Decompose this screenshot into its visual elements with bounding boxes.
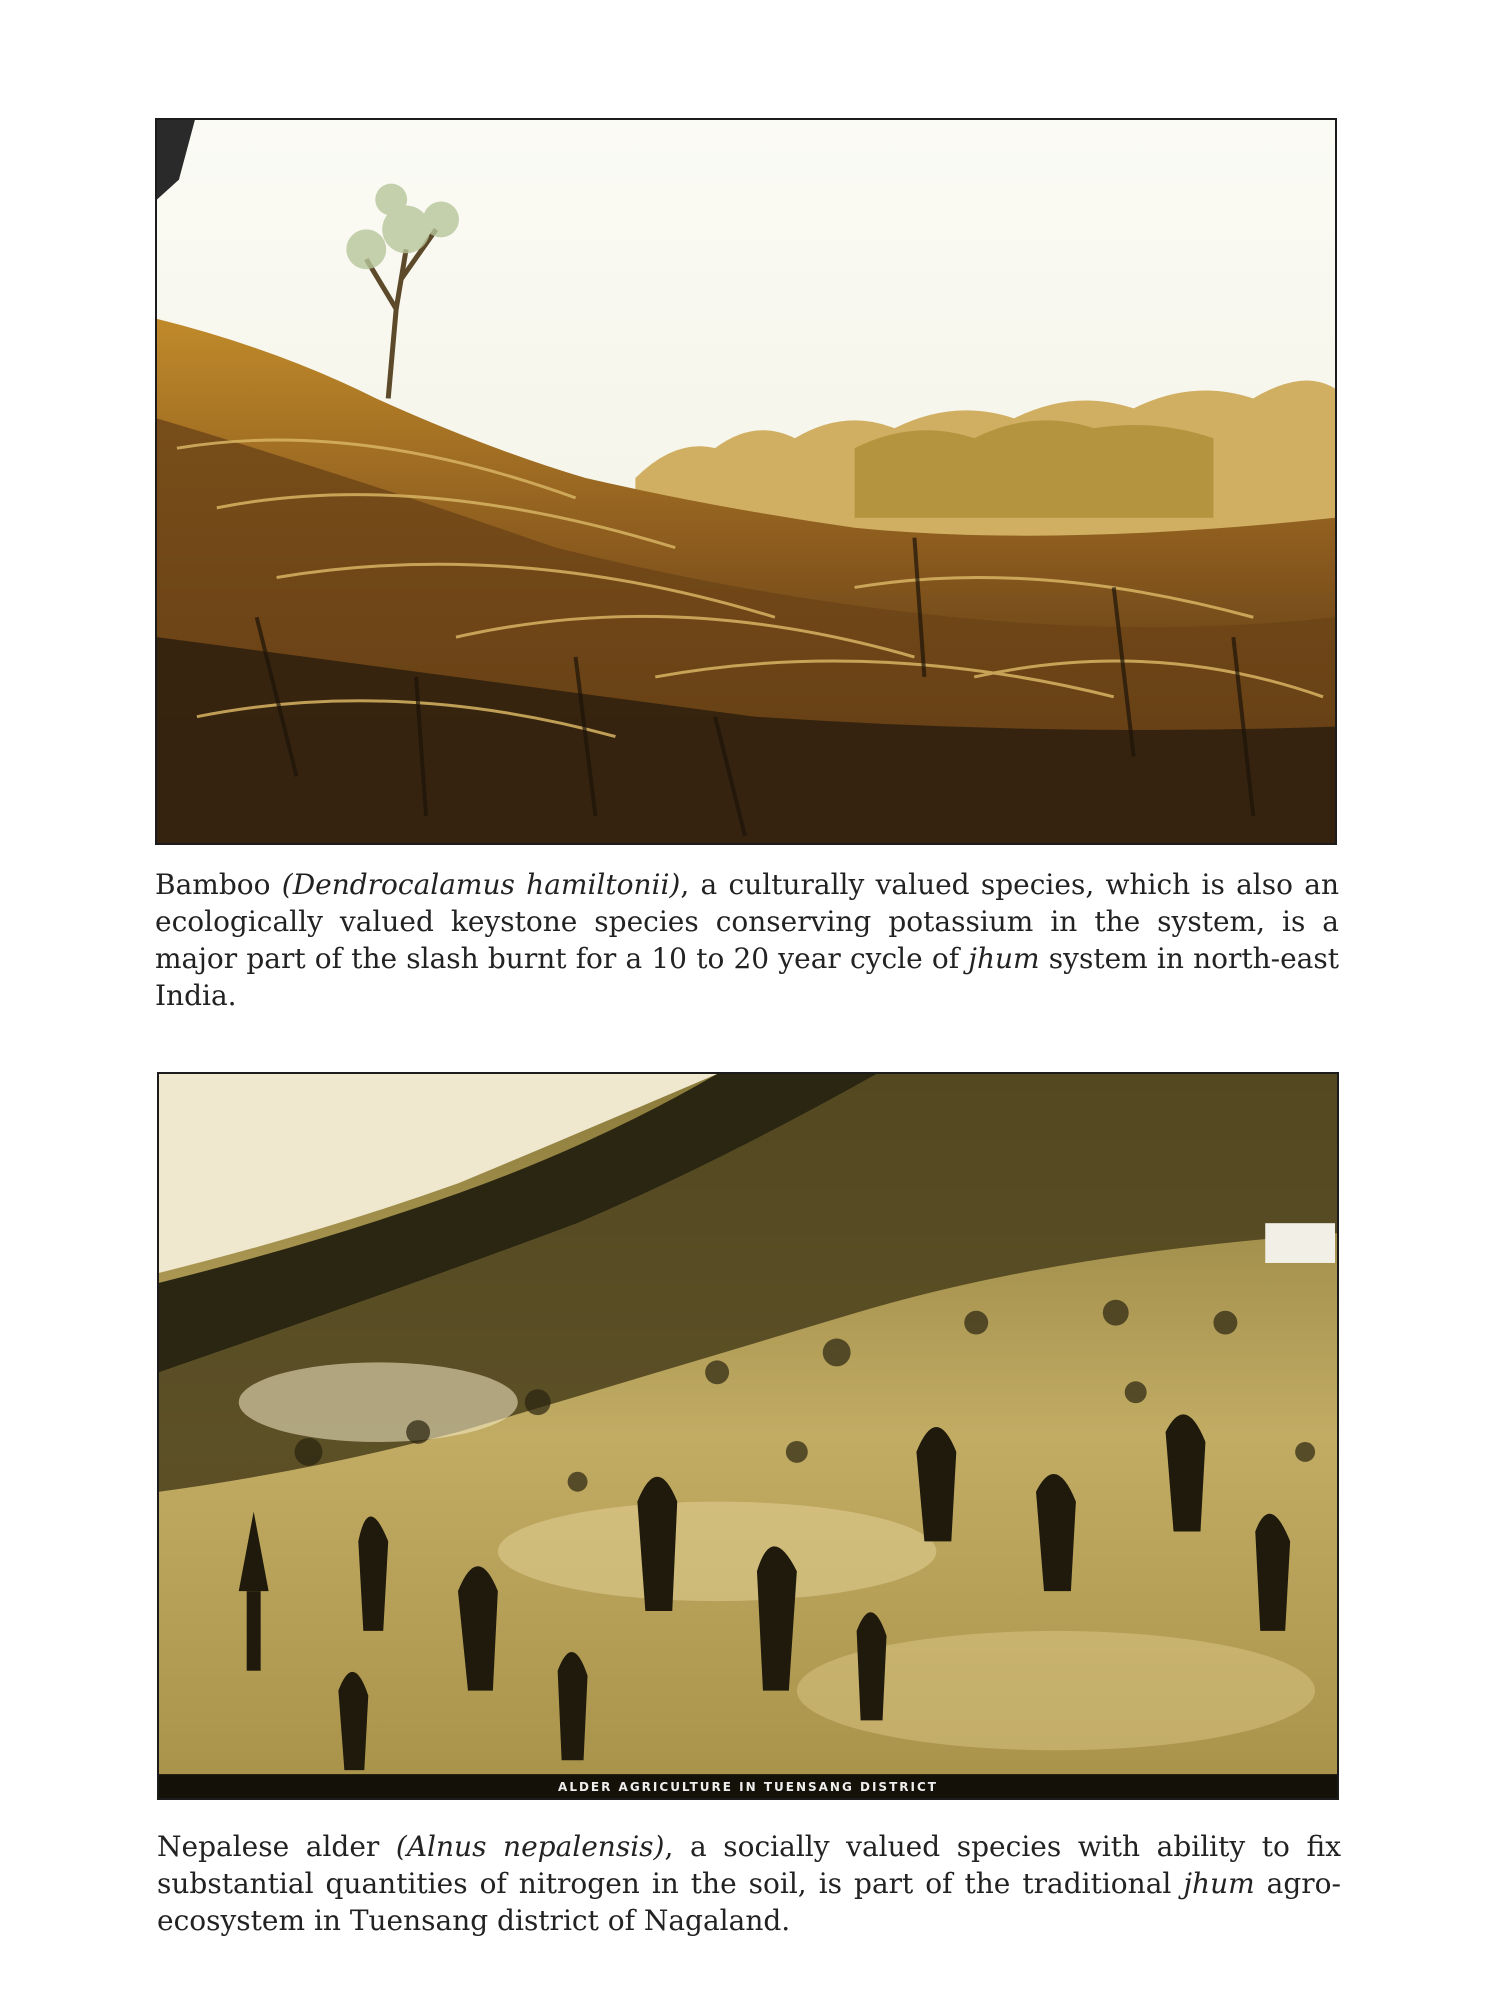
caption-text: Bamboo bbox=[155, 868, 282, 901]
jhum-term: jhum bbox=[1183, 1867, 1255, 1900]
alder-photo-caption bbox=[157, 1828, 1341, 1939]
caption-text: system in north-east India. bbox=[155, 942, 1339, 1012]
jhum-term: jhum bbox=[968, 942, 1040, 975]
bamboo-photo-caption bbox=[155, 866, 1339, 1014]
caption-text: Nepalese alder bbox=[157, 1830, 396, 1863]
caption-text: , a socially valued species with ability to fix substantial quantities of nitrogen in the soil, is part of the traditional bbox=[157, 1830, 1341, 1900]
caption-text: agro-ecosystem in Tuensang district of Nagaland. bbox=[157, 1867, 1341, 1937]
photo-label: ALDER AGRICULTURE IN TUENSANG DISTRICT bbox=[558, 1780, 938, 1794]
caption-text: , a culturally valued species, which is also an ecologically valued keystone species conserving potassium in the system, is a major part of the slash burnt for a 10 to 20 year cycle of bbox=[155, 868, 1340, 975]
species-name: (Dendrocalamus hamiltonii) bbox=[281, 868, 681, 901]
bamboo-slash-photo bbox=[155, 118, 1337, 845]
alder-field-photo bbox=[157, 1072, 1339, 1800]
species-name: (Alnus nepalensis) bbox=[395, 1830, 665, 1863]
alder-field-image bbox=[159, 1074, 1337, 1798]
bamboo-slash-image bbox=[157, 120, 1335, 843]
